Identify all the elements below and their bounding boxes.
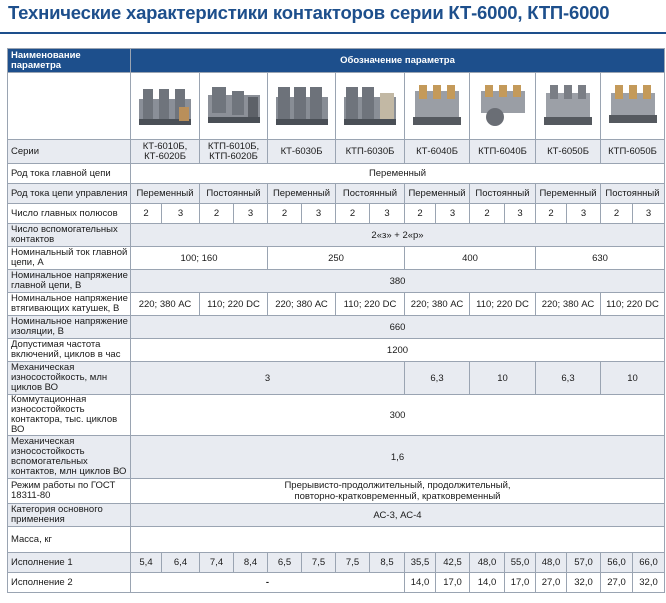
category-value: АС-3, АС-4 [131, 504, 665, 527]
rated-current-cell: 250 [268, 247, 405, 270]
version1-cell: 35,5 [405, 553, 436, 573]
series-cell: КТП-6040Б [470, 140, 536, 164]
version1-cell: 66,0 [633, 553, 665, 573]
frequency-label: Допустимая частота включений, циклов в час [8, 339, 131, 362]
version1-label: Исполнение 1 [8, 553, 131, 573]
row-duty [8, 479, 665, 504]
aux-contacts-value: 2«з» + 2«р» [131, 224, 665, 247]
insulation-voltage-value: 660 [131, 316, 665, 339]
rated-voltage-label: Номинальное напряжение главной цепи, В [8, 270, 131, 293]
series-cell: КТ-6010Б, КТ-6020Б [131, 140, 200, 164]
series-cell: КТ-6030Б [268, 140, 336, 164]
control-current-cell: Переменный [536, 184, 601, 204]
spec-table [7, 48, 665, 593]
version1-cell: 48,0 [470, 553, 505, 573]
rated-current-cell: 630 [536, 247, 665, 270]
rated-voltage-value: 380 [131, 270, 665, 293]
control-current-cell: Постоянный [200, 184, 268, 204]
rated-current-cell: 400 [405, 247, 536, 270]
version2-cell: 14,0 [405, 573, 436, 593]
version1-cell: 8,5 [370, 553, 405, 573]
duty-label: Режим работы по ГОСТ 18311-80 [8, 479, 131, 504]
aux-mech-wear-label: Механическая износостойкость вспомогательных контактов, млн циклов ВО [8, 436, 131, 479]
spec-table-container [7, 48, 665, 593]
control-current-cell: Переменный [405, 184, 470, 204]
main-current-kind-label: Род тока главной цепи [8, 164, 131, 184]
series-cell: КТП-6010Б, КТП-6020Б [200, 140, 268, 164]
version2-cell: 27,0 [601, 573, 633, 593]
poles-cell: 3 [234, 204, 268, 224]
version2-cell: 27,0 [536, 573, 567, 593]
control-current-cell: Переменный [268, 184, 336, 204]
row-mass [8, 527, 665, 553]
contactor-photo-kt6030 [268, 73, 336, 140]
poles-label: Число главных полюсов [8, 204, 131, 224]
poles-cell: 2 [268, 204, 302, 224]
version1-cell: 7,5 [336, 553, 370, 573]
version1-cell: 42,5 [436, 553, 470, 573]
contactor-photo-ktp6050 [601, 73, 665, 140]
coil-voltage-cell: 110; 220 DC [200, 293, 268, 316]
row-version2 [8, 573, 665, 593]
duty-value [131, 479, 665, 504]
version1-cell: 6,4 [162, 553, 200, 573]
mass-label: Масса, кг [8, 527, 131, 553]
contactor-photo-ktp6010 [200, 73, 268, 140]
coil-voltage-cell: 220; 380 АС [131, 293, 200, 316]
version1-cell: 48,0 [536, 553, 567, 573]
coil-voltage-cell: 220; 380 АС [405, 293, 470, 316]
coil-voltage-cell: 110; 220 DC [336, 293, 405, 316]
poles-cell: 2 [470, 204, 505, 224]
header-param: Наименование параметра [8, 49, 131, 73]
version1-cell: 7,4 [200, 553, 234, 573]
category-label: Категория основного применения [8, 504, 131, 527]
main-current-kind-value: Переменный [131, 164, 665, 184]
series-cell: КТ-6050Б [536, 140, 601, 164]
version2-cell: 32,0 [567, 573, 601, 593]
version1-cell: 6,5 [268, 553, 302, 573]
mech-wear-cell: 10 [601, 362, 665, 395]
version2-cell: 14,0 [470, 573, 505, 593]
row-series [8, 140, 665, 164]
coil-voltage-cell: 220; 380 АС [268, 293, 336, 316]
version1-cell: 5,4 [131, 553, 162, 573]
version2-cell: 17,0 [505, 573, 536, 593]
contactor-photo-kt6040 [405, 73, 470, 140]
version1-cell: 57,0 [567, 553, 601, 573]
poles-cell: 2 [405, 204, 436, 224]
row-rated-voltage [8, 270, 665, 293]
duty-line1: Прерывисто-продолжительный, продолжительный, [284, 480, 511, 491]
row-version1 [8, 553, 665, 573]
poles-cell: 2 [536, 204, 567, 224]
row-aux-mech-wear [8, 436, 665, 479]
contactor-photo-kt6010 [131, 73, 200, 140]
series-label: Серии [8, 140, 131, 164]
mech-wear-cell: 6,3 [536, 362, 601, 395]
comm-wear-value: 300 [131, 395, 665, 436]
contactor-photo-kt6050 [536, 73, 601, 140]
row-poles [8, 204, 665, 224]
row-mech-wear [8, 362, 665, 395]
poles-cell: 3 [505, 204, 536, 224]
poles-cell: 3 [567, 204, 601, 224]
poles-cell: 3 [436, 204, 470, 224]
row-aux-contacts [8, 224, 665, 247]
image-row [8, 73, 665, 140]
rated-current-cell: 100; 160 [131, 247, 268, 270]
series-cell: КТ-6040Б [405, 140, 470, 164]
row-insulation-voltage [8, 316, 665, 339]
coil-voltage-cell: 220; 380 АС [536, 293, 601, 316]
poles-cell: 2 [336, 204, 370, 224]
row-control-current-kind [8, 184, 665, 204]
comm-wear-label: Коммутационная износостойкость контактора, тыс. циклов ВО [8, 395, 131, 436]
version2-cell: 32,0 [633, 573, 665, 593]
insulation-voltage-label: Номинальное напряжение изоляции, В [8, 316, 131, 339]
poles-cell: 3 [633, 204, 665, 224]
version1-cell: 56,0 [601, 553, 633, 573]
row-category [8, 504, 665, 527]
aux-mech-wear-value: 1,6 [131, 436, 665, 479]
control-current-cell: Переменный [131, 184, 200, 204]
rated-current-label: Номинальный ток главной цепи, А [8, 247, 131, 270]
frequency-value: 1200 [131, 339, 665, 362]
version2-cell: 17,0 [436, 573, 470, 593]
control-current-cell: Постоянный [470, 184, 536, 204]
version1-cell: 55,0 [505, 553, 536, 573]
poles-cell: 3 [162, 204, 200, 224]
poles-cell: 3 [302, 204, 336, 224]
version2-label: Исполнение 2 [8, 573, 131, 593]
aux-contacts-label: Число вспомогательных контактов [8, 224, 131, 247]
page-title: Технические характеристики контакторов серии КТ-6000, КТП-6000 [8, 2, 610, 23]
contactor-photo-ktp6030 [336, 73, 405, 140]
row-frequency [8, 339, 665, 362]
mech-wear-cell: 10 [470, 362, 536, 395]
mass-empty [131, 527, 665, 553]
series-cell: КТП-6030Б [336, 140, 405, 164]
title-underline [0, 32, 666, 34]
poles-cell: 2 [200, 204, 234, 224]
row-comm-wear [8, 395, 665, 436]
version1-cell: 8,4 [234, 553, 268, 573]
control-current-cell: Постоянный [336, 184, 405, 204]
coil-voltage-label: Номинальное напряжение втягивающих катушек, В [8, 293, 131, 316]
header-row [8, 49, 665, 73]
header-designation: Обозначение параметра [131, 49, 665, 73]
contactor-photo-ktp6040 [470, 73, 536, 140]
version1-cell: 7,5 [302, 553, 336, 573]
duty-line2: повторно-кратковременный, кратковременный [294, 491, 501, 502]
mech-wear-label: Механическая износостойкость, млн циклов ВО [8, 362, 131, 395]
row-main-current-kind [8, 164, 665, 184]
series-cell: КТП-6050Б [601, 140, 665, 164]
control-current-kind-label: Род тока цепи управления [8, 184, 131, 204]
row-rated-current [8, 247, 665, 270]
poles-cell: 2 [131, 204, 162, 224]
mech-wear-cell: 6,3 [405, 362, 470, 395]
version2-dash: - [131, 573, 405, 593]
coil-voltage-cell: 110; 220 DC [601, 293, 665, 316]
mech-wear-cell: 3 [131, 362, 405, 395]
image-row-label [8, 73, 131, 140]
control-current-cell: Постоянный [601, 184, 665, 204]
poles-cell: 3 [370, 204, 405, 224]
poles-cell: 2 [601, 204, 633, 224]
coil-voltage-cell: 110; 220 DC [470, 293, 536, 316]
row-coil-voltage [8, 293, 665, 316]
